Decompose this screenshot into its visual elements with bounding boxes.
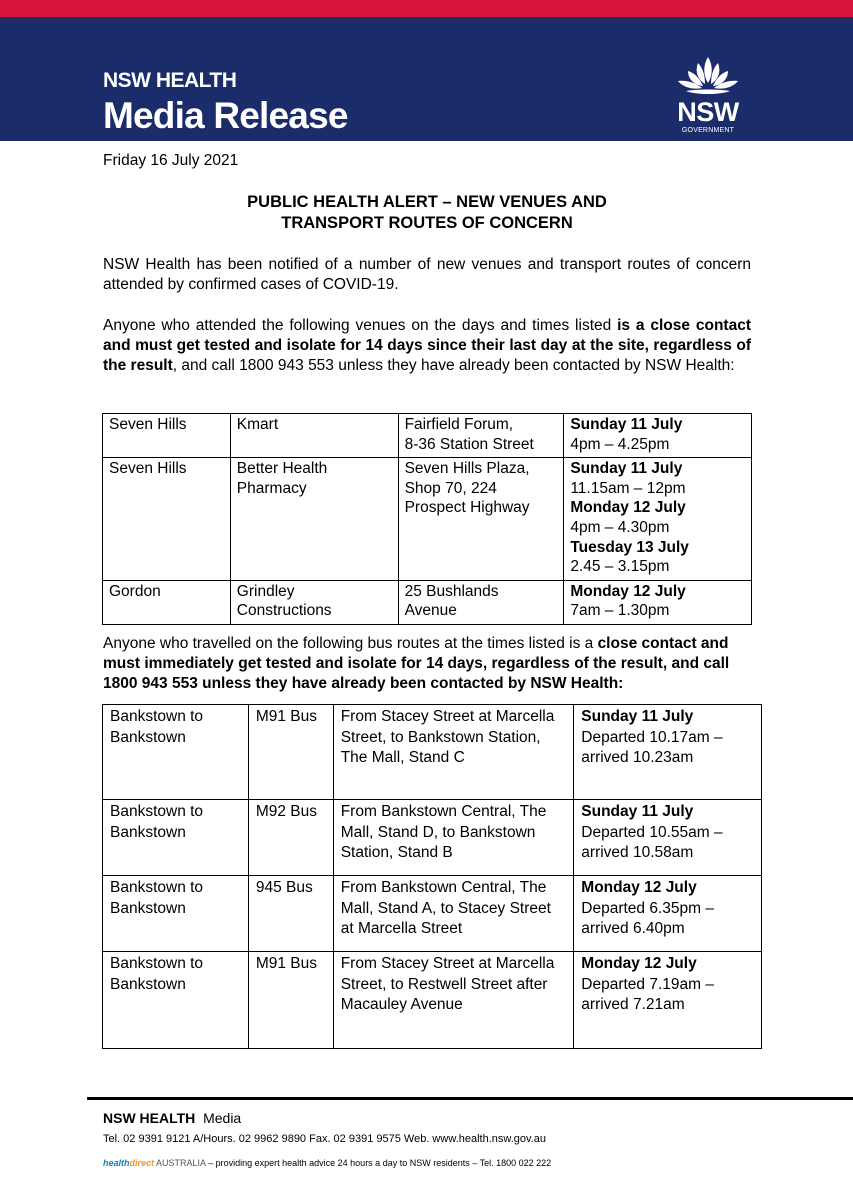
top-red-strip bbox=[0, 0, 853, 17]
venues-para-c: , and call 1800 943 553 unless they have already been contacted by NSW Health: bbox=[172, 357, 735, 374]
intro-paragraph: NSW Health has been notified of a number of new venues and transport routes of concern attended by confirmed cases of COVID-19. bbox=[103, 256, 751, 293]
venue-address-line: 8-36 Station Street bbox=[404, 435, 534, 453]
bus-paragraph bbox=[103, 634, 751, 694]
bus-route: Bankstown to Bankstown bbox=[103, 952, 249, 1049]
bus-time: Departed 7.19am – arrived 7.21am bbox=[581, 975, 714, 1013]
bus-row bbox=[103, 952, 762, 1049]
venue-time: 7am – 1.30pm bbox=[570, 602, 670, 620]
venue-suburb: Seven Hills bbox=[103, 458, 231, 581]
bus-time: Departed 6.35pm – arrived 6.40pm bbox=[581, 899, 714, 937]
bus-route: Bankstown to Bankstown bbox=[103, 800, 249, 876]
venue-times bbox=[564, 414, 752, 458]
venue-day: Sunday 11 July bbox=[570, 460, 683, 478]
logo-government-text: GOVERNMENT bbox=[681, 127, 735, 134]
bus-time: Departed 10.17am – arrived 10.23am bbox=[581, 728, 723, 766]
nsw-government-logo bbox=[672, 55, 744, 139]
bus-row bbox=[103, 800, 762, 876]
bus-when bbox=[574, 876, 762, 952]
bus-number: M91 Bus bbox=[248, 952, 333, 1049]
venue-address-line: Seven Hills Plaza, bbox=[404, 460, 530, 478]
venue-address bbox=[398, 458, 564, 581]
venue-name: Kmart bbox=[230, 414, 398, 458]
venue-day: Monday 12 July bbox=[570, 582, 686, 600]
venue-time: 4pm – 4.30pm bbox=[570, 518, 670, 536]
venue-address-line: 25 Bushlands bbox=[404, 582, 499, 600]
bus-row bbox=[103, 705, 762, 800]
venues-para-a: Anyone who attended the following venues on the days and times listed bbox=[103, 317, 618, 334]
headline-line-2: TRANSPORT ROUTES OF CONCERN bbox=[281, 214, 573, 232]
venue-address-line: Avenue bbox=[404, 602, 457, 620]
venue-time: 4pm – 4.25pm bbox=[570, 435, 670, 453]
venues-paragraph bbox=[103, 316, 751, 376]
bus-details: From Bankstown Central, The Mall, Stand D, to Bankstown Station, Stand B bbox=[333, 800, 574, 876]
bus-day: Monday 12 July bbox=[581, 879, 697, 896]
venue-address-line: Shop 70, 224 bbox=[404, 479, 497, 497]
venue-row bbox=[103, 414, 752, 458]
header-title: Media Release bbox=[103, 95, 348, 136]
venue-row bbox=[103, 580, 752, 624]
header-banner bbox=[0, 17, 853, 141]
venue-suburb: Gordon bbox=[103, 580, 231, 624]
venues-table bbox=[102, 413, 752, 625]
venue-name: Better Health Pharmacy bbox=[230, 458, 398, 581]
bus-row bbox=[103, 876, 762, 952]
logo-nsw-text: NSW bbox=[677, 97, 739, 127]
bus-number: M91 Bus bbox=[248, 705, 333, 800]
healthdirect-line bbox=[103, 1158, 551, 1168]
release-date: Friday 16 July 2021 bbox=[103, 152, 239, 169]
venue-day: Tuesday 13 July bbox=[570, 538, 689, 556]
bus-route: Bankstown to Bankstown bbox=[103, 876, 249, 952]
headline bbox=[103, 192, 751, 234]
venue-time: 11.15am – 12pm bbox=[570, 479, 686, 497]
header-org: NSW HEALTH bbox=[103, 69, 237, 92]
bus-routes-table bbox=[102, 704, 762, 1049]
bus-route: Bankstown to Bankstown bbox=[103, 705, 249, 800]
bus-number: M92 Bus bbox=[248, 800, 333, 876]
bus-when bbox=[574, 952, 762, 1049]
bus-para-a: Anyone who travelled on the following bus routes at the times listed is a bbox=[103, 635, 598, 652]
venue-address bbox=[398, 414, 564, 458]
venue-day: Monday 12 July bbox=[570, 499, 686, 517]
venue-times bbox=[564, 580, 752, 624]
venue-address-line: Prospect Highway bbox=[404, 499, 530, 517]
venue-address bbox=[398, 580, 564, 624]
waratah-icon bbox=[672, 55, 744, 99]
bus-day: Sunday 11 July bbox=[581, 803, 694, 820]
venue-name: Grindley Constructions bbox=[230, 580, 398, 624]
venue-time: 2.45 – 3.15pm bbox=[570, 558, 670, 576]
healthdirect-text: – providing expert health advice 24 hours a day to NSW residents – Tel. 1800 022 222 bbox=[205, 1158, 552, 1168]
footer-divider bbox=[87, 1097, 853, 1100]
venue-day: Sunday 11 July bbox=[570, 416, 683, 433]
bus-time: Departed 10.55am – arrived 10.58am bbox=[581, 823, 723, 861]
venues-para-b: is a close contact and must get tested and isolate for 14 days since their last day at the site, regardless of the result bbox=[103, 317, 751, 374]
bus-day: Monday 12 July bbox=[581, 955, 697, 972]
footer-org bbox=[103, 1110, 241, 1126]
bus-when bbox=[574, 800, 762, 876]
bus-para-b: close contact and must immediately get tested and isolate for 14 days, regardless of the result, and call 1800 943 553 unless they have already been contacted by NSW Health: bbox=[103, 635, 730, 692]
healthdirect-country: AUSTRALIA bbox=[156, 1158, 206, 1168]
footer-org-name: NSW HEALTH bbox=[103, 1110, 196, 1126]
bus-details: From Bankstown Central, The Mall, Stand A, to Stacey Street at Marcella Street bbox=[333, 876, 574, 952]
bus-day: Sunday 11 July bbox=[581, 708, 694, 725]
venue-times bbox=[564, 458, 752, 581]
footer-contacts: Tel. 02 9391 9121 A/Hours. 02 9962 9890 Fax. 02 9391 9575 Web. www.health.nsw.gov.au bbox=[103, 1133, 546, 1145]
footer-media: Media bbox=[203, 1110, 242, 1126]
healthdirect-brand-1: health bbox=[103, 1158, 130, 1168]
healthdirect-brand-2: direct bbox=[129, 1158, 155, 1168]
venue-row bbox=[103, 458, 752, 581]
bus-number: 945 Bus bbox=[248, 876, 333, 952]
bus-details: From Stacey Street at Marcella Street, to Bankstown Station, The Mall, Stand C bbox=[333, 705, 574, 800]
bus-when bbox=[574, 705, 762, 800]
venue-address-line: Fairfield Forum, bbox=[404, 416, 514, 433]
venue-suburb: Seven Hills bbox=[103, 414, 231, 458]
bus-details: From Stacey Street at Marcella Street, to Restwell Street after Macauley Avenue bbox=[333, 952, 574, 1049]
headline-line-1: PUBLIC HEALTH ALERT – NEW VENUES AND bbox=[247, 193, 607, 211]
